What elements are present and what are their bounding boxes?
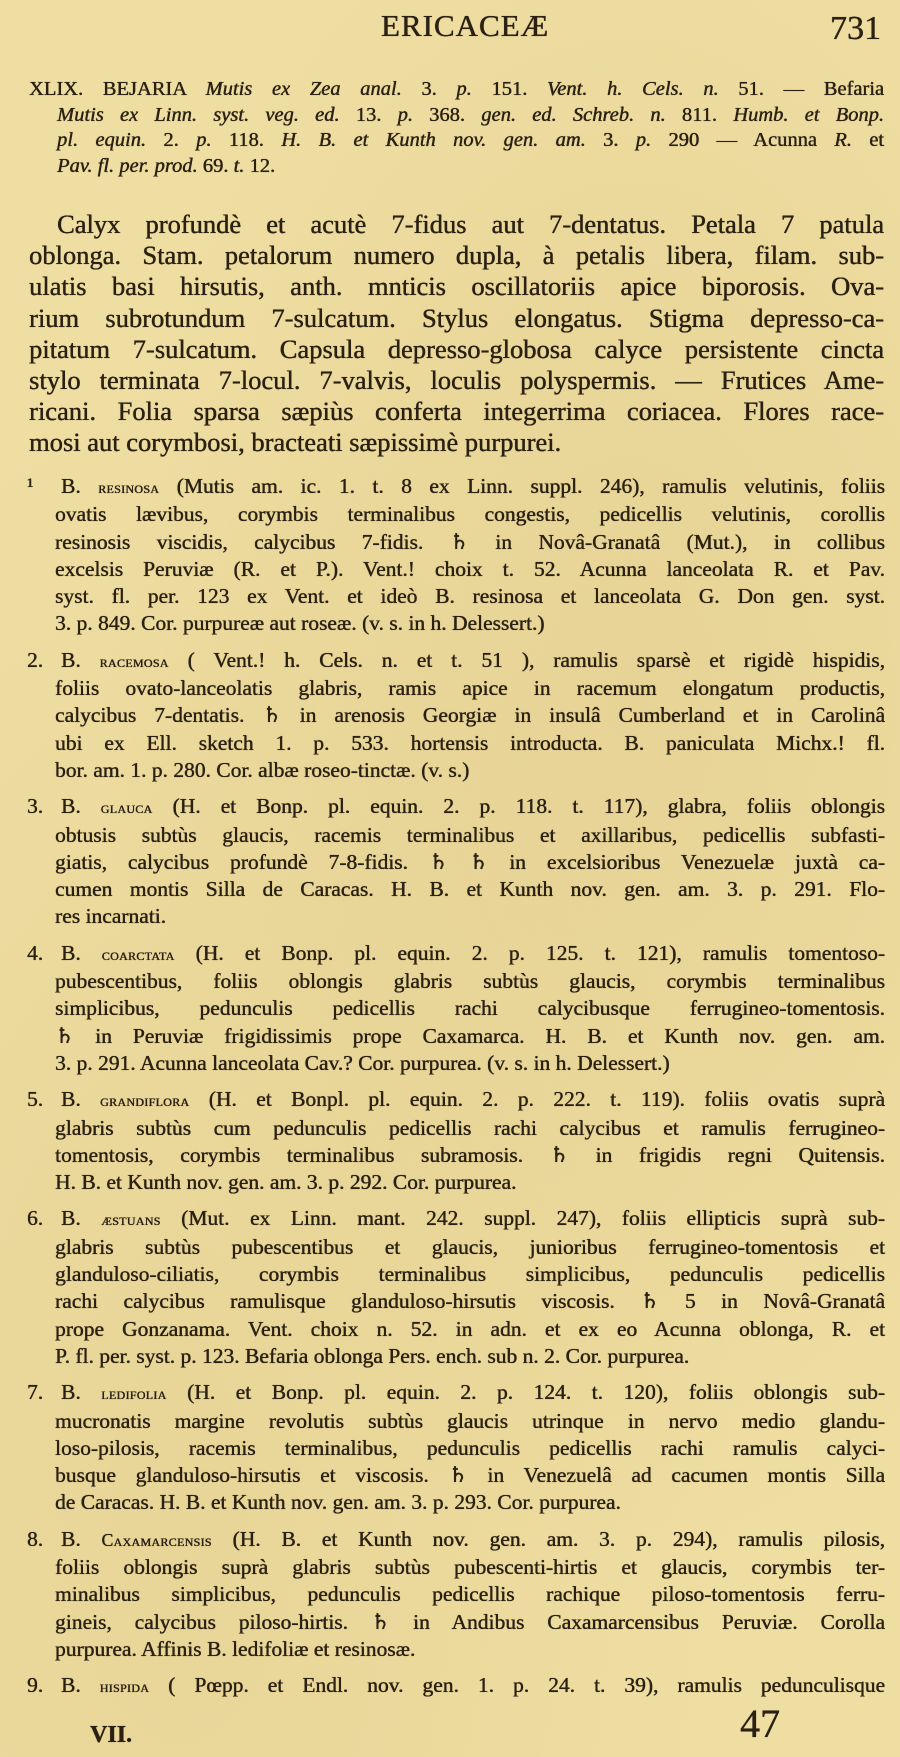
species-epithet: resinosa [98, 477, 160, 497]
page-number: 731 [830, 10, 881, 47]
species-text-line: giatis, calycibus profundè 7-8-fidis. ♄ ♄ in excelsioribus Venezuelæ juxtà ca- [55, 849, 885, 874]
species-entry [27, 647, 885, 784]
species-epithet: racemosa [99, 650, 169, 671]
citation-text: XLIX. BEJARIA [29, 78, 206, 100]
species-text-line: res incarnati. [55, 904, 167, 929]
citation-text: 811. [665, 103, 734, 126]
citation-italic: Vent. h. Cels. n. [546, 78, 719, 100]
species-number: 6. [27, 1206, 44, 1231]
citation-text: 151. [471, 78, 547, 100]
species-text-line: 3. p. 849. Cor. purpureæ aut roseæ. (v. s. in h. Delessert.) [55, 611, 545, 636]
species-text-line: busque glanduloso-hirsutis et viscosis. ♄ in Venezuelâ ad cacumen montis Silla [55, 1463, 885, 1488]
citation-italic: Pav. fl. per. prod. [57, 154, 198, 177]
species-text-line: bor. am. 1. p. 280. Cor. albæ roseo-tinctæ. (v. s.) [55, 757, 470, 782]
species-number: 4. [27, 940, 44, 965]
species-entry [27, 1526, 885, 1663]
species-text-line: pubescentibus, foliis oblongis glabris subtùs glaucis, corymbis terminalibus [55, 969, 885, 994]
species-epithet: hispida [99, 1676, 150, 1697]
citation-italic: Mutis ex Zea anal. [205, 78, 402, 100]
species-text-line: P. fl. per. syst. p. 123. Befaria oblonga Pers. ench. sub n. 2. Cor. purpurea. [55, 1343, 690, 1368]
species-epithet: ledifolia [101, 1383, 167, 1404]
genus-description [29, 209, 884, 459]
genus-abbreviation: B. [61, 647, 100, 672]
citation-italic: p. [196, 129, 212, 152]
species-text-line: de Caracas. H. B. et Kunth nov. gen. am. 3. p. 293. Cor. purpurea. [55, 1490, 621, 1515]
species-first-line [27, 940, 885, 968]
signature-mark: VII. [90, 1722, 133, 1748]
description-line: mosi aut corymbosi, bracteati sæpissimè purpurei. [29, 427, 562, 458]
genus-heading [29, 77, 884, 179]
species-epithet: grandiflora [100, 1090, 190, 1111]
species-text-line: excelsis Peruviæ (R. et P.). Vent.! choix t. 52. Acunna lanceolata R. et Pav. [55, 556, 885, 581]
species-number: 8. [27, 1526, 44, 1551]
citation-text: 3. [401, 78, 457, 100]
species-text-line: simplicibus, pedunculis pedicellis rachi calycibusque ferrugineo-tomentosis. [55, 996, 885, 1021]
species-citation: (H. B. et Kunth nov. gen. am. 3. p. 294), ramulis pilosis, [232, 1526, 886, 1551]
citation-text: 13. [339, 103, 398, 126]
genus-abbreviation: B. [61, 1526, 102, 1551]
species-entry [27, 1379, 885, 1516]
species-first-line [27, 793, 885, 821]
species-list [27, 473, 885, 1709]
species-entry [27, 793, 885, 930]
description-line: rium subrotundum 7-sulcatum. Stylus elongatus. Stigma depresso-ca- [29, 302, 884, 333]
species-citation: (H. et Bonp. pl. equin. 2. p. 118. t. 117), glabra, foliis oblongis [172, 794, 885, 819]
citation-text: 12. [244, 154, 276, 177]
citation-italic: t. [233, 154, 245, 177]
species-number: 2. [27, 647, 44, 672]
citation-text: 290 — Acunna [651, 129, 835, 152]
genus-heading-line [57, 154, 884, 180]
folio-number: 47 [740, 1701, 780, 1746]
species-entry [27, 1672, 885, 1700]
citation-text: 2. [146, 129, 197, 152]
citation-italic: p. [397, 103, 413, 126]
citation-text: 368. [412, 103, 482, 126]
species-first-line [27, 473, 885, 501]
species-text-line: syst. fl. per. 123 ex Vent. et ideò B. resinosa et lanceolata G. Don gen. syst. [55, 584, 885, 609]
species-text-line: 3. p. 291. Acunna lanceolata Cav.? Cor. purpurea. (v. s. in h. Delessert.) [55, 1050, 670, 1075]
species-text-line: foliis oblongis suprà glabris subtùs pubescenti-hirtis et glaucis, corymbis ter- [55, 1554, 885, 1579]
species-entry [27, 940, 885, 1077]
species-first-line [27, 1379, 885, 1407]
running-title: ERICACEÆ [380, 8, 550, 43]
citation-italic: p. [635, 129, 652, 152]
species-text-line: glanduloso-ciliatis, corymbis terminalibus simplicibus, pedunculis pedicellis [55, 1262, 885, 1287]
species-epithet: coarctata [101, 943, 175, 964]
species-entry [27, 1086, 885, 1196]
genus-abbreviation: B. [61, 1087, 101, 1112]
species-epithet: glauca [100, 797, 153, 818]
species-epithet: æstuans [101, 1209, 161, 1230]
citation-italic: p. [456, 78, 472, 100]
citation-italic: pl. equin. [57, 129, 147, 152]
description-line: Calyx profundè et acutè 7-fidus aut 7-dentatus. Petala 7 patula [57, 209, 884, 239]
genus-abbreviation: B. [61, 1206, 102, 1231]
species-citation: ( Pœpp. et Endl. nov. gen. 1. p. 24. t. 39), ramulis pedunculisque [168, 1673, 885, 1698]
species-number: 3. [27, 794, 44, 819]
species-text-line: foliis ovato-lanceolatis glabris, ramis apice in racemum elongatum productis, [55, 676, 885, 701]
species-text-line: purpurea. Affinis B. ledifoliæ et resinosæ. [55, 1636, 416, 1661]
species-entry [27, 1205, 885, 1370]
species-citation: ( Vent.! h. Cels. n. et t. 51 ), ramulis sparsè et rigidè hispidis, [187, 647, 885, 672]
genus-abbreviation: B. [61, 940, 102, 965]
species-text-line: rachi calycibus ramulisque glanduloso-hirsutis viscosis. ♄ 5 in Novâ-Granatâ [55, 1289, 885, 1314]
species-text-line: glabris subtùs cum pedunculis pedicellis rachi calycibus et ramulis ferrugineo- [55, 1115, 885, 1140]
species-number: 7. [27, 1380, 44, 1405]
species-citation: (H. et Bonp. pl. equin. 2. p. 124. t. 120), foliis oblongis sub- [187, 1380, 886, 1405]
species-citation: (H. et Bonp. pl. equin. 2. p. 125. t. 121), ramulis tomentoso- [195, 940, 886, 965]
species-text-line: glabris subtùs pubescentibus et glaucis, junioribus ferrugineo-tomentosis et [55, 1234, 885, 1259]
genus-heading-line [57, 128, 884, 154]
species-text-line: ubi ex Ell. sketch 1. p. 533. hortensis introducta. B. paniculata Michx.! fl. [55, 730, 885, 755]
species-text-line: cumen montis Silla de Caracas. H. B. et Kunth nov. gen. am. 3. p. 291. Flo- [55, 877, 885, 902]
species-number: 5. [27, 1087, 44, 1112]
description-line: ricani. Folia sparsa sæpiùs conferta integerrima coriacea. Flores race- [29, 396, 884, 427]
genus-heading-line [57, 103, 884, 129]
citation-text: 118. [211, 129, 282, 152]
species-first-line [27, 1086, 885, 1114]
description-line: stylo terminata 7-locul. 7-valvis, loculis polyspermis. — Frutices Ame- [29, 365, 884, 396]
citation-italic: gen. ed. Schreb. n. [481, 103, 666, 126]
citation-text: 51. — Befaria [718, 78, 884, 100]
species-first-line [27, 1526, 885, 1554]
citation-text: 69. [197, 154, 234, 177]
species-text-line: obtusis subtùs glaucis, racemis terminalibus et axillaribus, pedicellis subfasti- [55, 822, 885, 847]
description-line: oblonga. Stam. petalorum numero dupla, à petalis libera, filam. sub- [29, 240, 884, 271]
genus-abbreviation: B. [61, 474, 99, 498]
species-epithet: Caxamarcensis [101, 1529, 212, 1550]
species-citation: (Mut. ex Linn. mant. 242. suppl. 247), foliis ellipticis suprà sub- [181, 1206, 885, 1231]
species-text-line: ♄ in Peruviæ frigidissimis prope Caxamarca. H. B. et Kunth nov. gen. am. [55, 1023, 885, 1048]
species-text-line: H. B. et Kunth nov. gen. am. 3. p. 292. Cor. purpurea. [55, 1170, 517, 1195]
genus-abbreviation: B. [61, 1673, 100, 1698]
species-text-line: prope Gonzanama. Vent. choix n. 52. in adn. et ex eo Acunna oblonga, R. et [55, 1316, 885, 1341]
citation-italic: R. [834, 129, 852, 152]
species-entry [27, 473, 885, 638]
species-number: 9. [27, 1673, 44, 1698]
citation-italic: Humb. et Bonp. [733, 103, 885, 126]
citation-text: 3. [585, 129, 636, 152]
species-text-line: minalibus simplicibus, pedunculis pedicellis rachique piloso-tomentosis ferru- [55, 1582, 885, 1607]
species-text-line: mucronatis margine revolutis subtùs glaucis utrinque in nervo medio glandu- [55, 1408, 885, 1433]
species-text-line: tomentosis, corymbis terminalibus subramosis. ♄ in frigidis regni Quitensis. [55, 1142, 885, 1167]
species-first-line [27, 1672, 885, 1700]
species-text-line: loso-pilosis, racemis terminalibus, pedunculis pedicellis rachi ramulis calyci- [55, 1435, 885, 1460]
species-number: ¹ [27, 474, 34, 498]
species-first-line [27, 1205, 885, 1233]
genus-heading-line [29, 77, 884, 103]
description-line: pitatum 7-sulcatum. Capsula depresso-globosa calyce persistente cincta [29, 333, 884, 364]
species-text-line: resinosis viscidis, calycibus 7-fidis. ♄ in Novâ-Granatâ (Mut.), in collibus [55, 529, 885, 554]
species-text-line: gineis, calycibus piloso-hirtis. ♄ in Andibus Caxamarcensibus Peruviæ. Corolla [55, 1609, 885, 1634]
species-text-line: calycibus 7-dentatis. ♄ in arenosis Georgiæ in insulâ Cumberland et in Carolinâ [55, 703, 885, 728]
citation-italic: H. B. et Kunth nov. gen. am. [281, 129, 586, 152]
genus-abbreviation: B. [61, 1380, 102, 1405]
citation-text: et [851, 129, 885, 152]
genus-abbreviation: B. [61, 794, 101, 819]
species-text-line: ovatis lævibus, corymbis terminalibus congestis, pedicellis velutinis, corollis [55, 502, 885, 527]
description-line: ulatis basi hirsutis, anth. mnticis oscillatoriis apice biporosis. Ova- [29, 271, 884, 302]
species-citation: (H. et Bonpl. pl. equin. 2. p. 222. t. 119). foliis ovatis suprà [208, 1087, 886, 1112]
citation-italic: Mutis ex Linn. syst. veg. ed. [57, 103, 340, 126]
species-first-line [27, 647, 885, 675]
species-citation: (Mutis am. ic. 1. t. 8 ex Linn. suppl. 246), ramulis velutinis, foliis [176, 474, 885, 498]
